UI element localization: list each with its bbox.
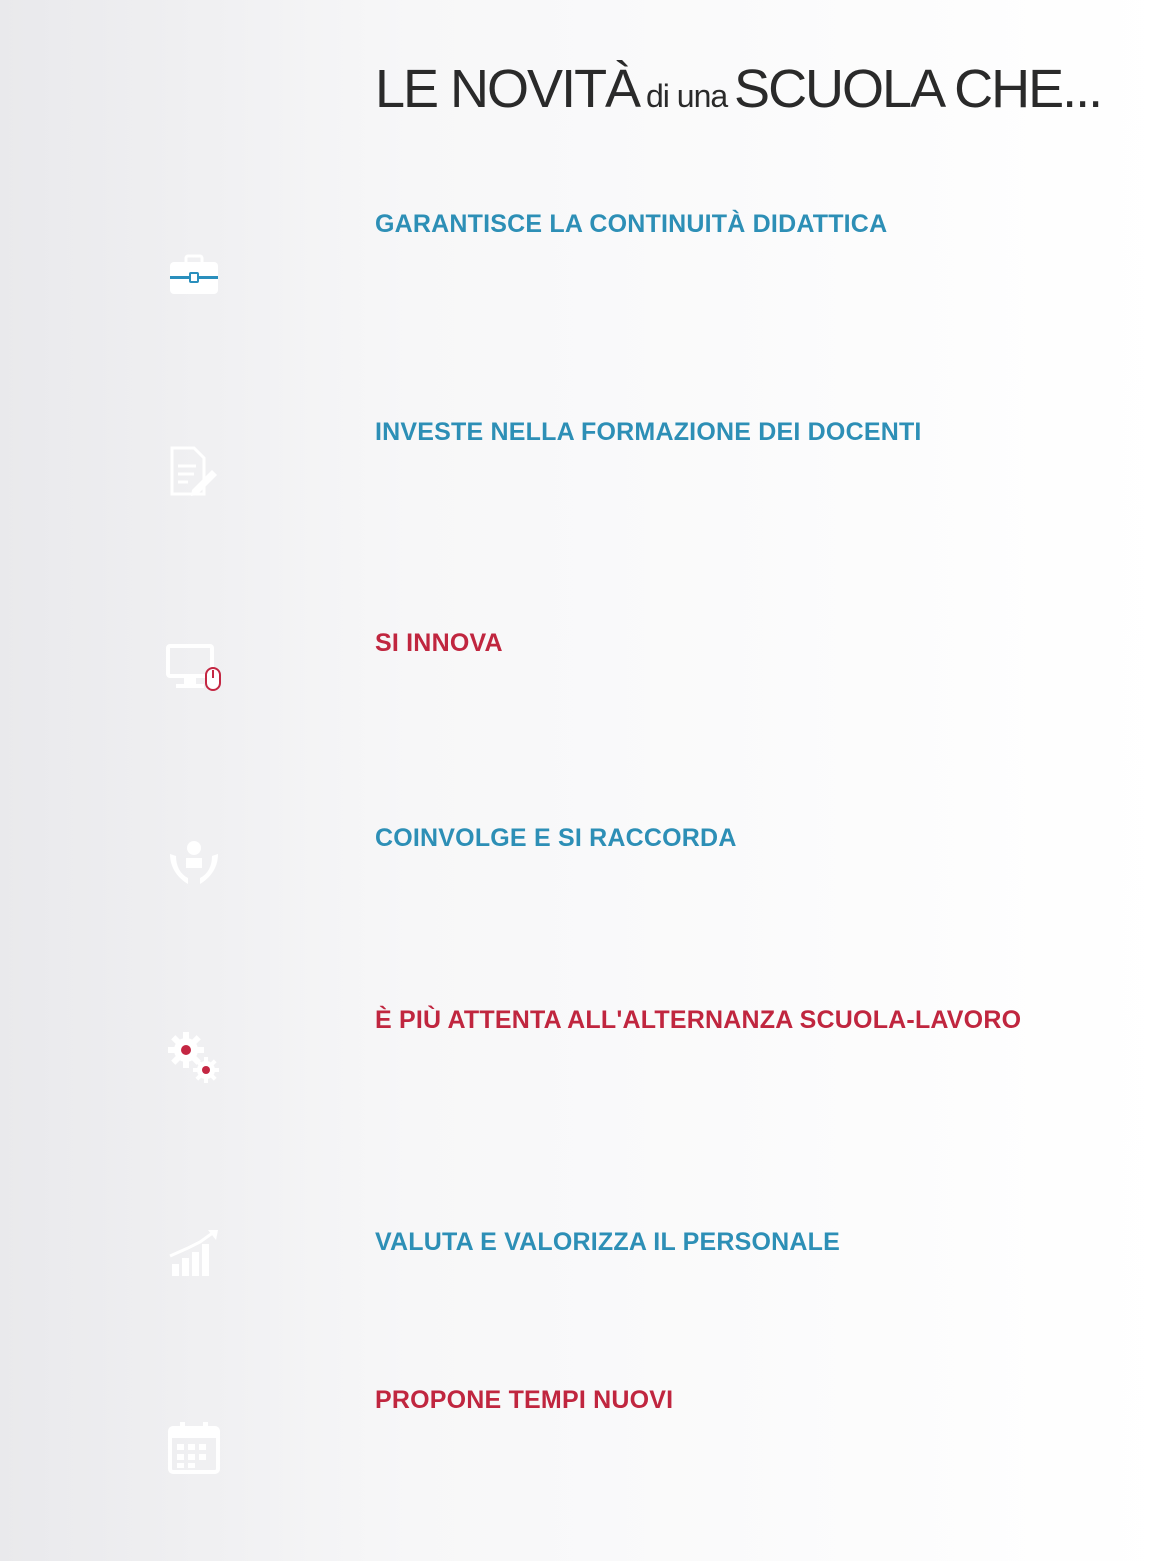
section-continuita (375, 210, 1155, 247)
page-title (375, 58, 1101, 120)
section-heading: PROPONE TEMPI NUOVI (375, 1386, 674, 1414)
title-part-di-una: di una (645, 78, 728, 114)
gears-icon (166, 1030, 222, 1086)
title-part-scuola-che: SCUOLA CHE... (734, 59, 1102, 119)
section-heading: SI INNOVA (375, 629, 503, 657)
section-tempi (375, 1386, 1155, 1423)
section-innova (375, 629, 1155, 666)
section-heading: INVESTE NELLA FORMAZIONE DEI DOCENTI (375, 418, 922, 446)
section-valuta (375, 1228, 1155, 1265)
computer-mouse-icon (166, 640, 222, 696)
growth-chart-icon (166, 1226, 222, 1282)
document-edit-icon (164, 444, 220, 500)
section-heading: VALUTA E VALORIZZA IL PERSONALE (375, 1228, 841, 1256)
section-heading: GARANTISCE LA CONTINUITÀ DIDATTICA (375, 210, 888, 238)
briefcase-icon (166, 248, 222, 304)
section-formazione (375, 418, 1155, 455)
section-alternanza (375, 1006, 1155, 1043)
calendar-icon (166, 1420, 222, 1476)
title-part-novita: LE NOVITÀ (375, 59, 640, 119)
section-heading: È PIÙ ATTENTA ALL'ALTERNANZA SCUOLA-LAVORO (375, 1006, 1022, 1034)
hands-person-icon (166, 834, 222, 890)
section-heading: COINVOLGE E SI RACCORDA (375, 824, 737, 852)
section-coinvolge (375, 824, 1155, 861)
